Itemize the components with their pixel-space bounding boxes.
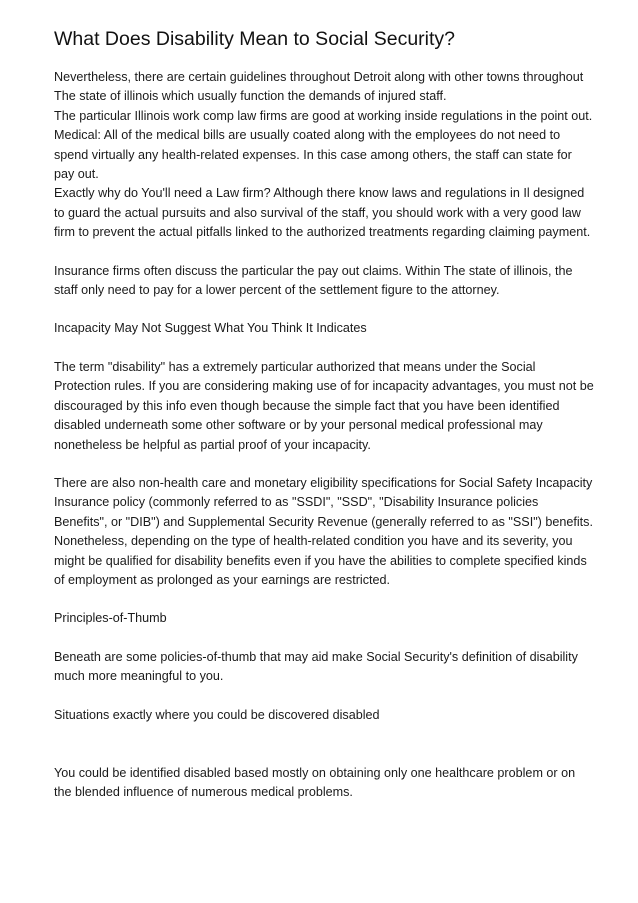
paragraph-identified-disabled: You could be identified disabled based mostly on obtaining only one healthcare problem or on the blended influence of numerous medical problems.: [54, 765, 576, 800]
paragraph-term-disability: The term "disability" has a extremely particular authorized that means under the Social Protection rules. If you are considering making use of for incapacity advantages, you must not be discouraged by this info even though because the simple fact that you have been identified disabled underneath some other software or by your personal medical professional may nonetheless be helpful as partial proof of your incapacity.: [54, 359, 594, 452]
spacer: [54, 687, 594, 706]
spacer: [54, 629, 594, 648]
paragraph-eligibility: There are also non-health care and monetary eligibility specifications for Social Safety Incapacity Insurance policy (commonly referred to as "SSDI", "SSD", "Disability Insurance policies Benefits", or "DIB") and Supplemental Security Revenue (generally referred to as "SSI") benefits. Nonetheless, depending on the type of health-related condition you have and its severity, you might be qualified for disability benefits even if you have the abilities to complete specified kinds of employment as prolonged as your earnings are restricted.: [54, 475, 593, 587]
section-heading-situations: Situations exactly where you could be discovered disabled: [54, 707, 380, 722]
spacer: [54, 590, 594, 609]
spacer: [54, 243, 594, 262]
paragraph-illinois-firms: The particular Illinois work comp law firms are good at working inside regulations in the point out.: [54, 108, 593, 123]
document-page: [54, 26, 594, 803]
spacer: [54, 300, 594, 319]
spacer: [54, 455, 594, 474]
section-heading-principles: Principles-of-Thumb: [54, 611, 167, 626]
page-title: What Does Disability Mean to Social Security?: [54, 28, 455, 50]
spacer: [54, 725, 594, 764]
spacer: [54, 339, 594, 358]
paragraph-policies-of-thumb: Beneath are some policies-of-thumb that may aid make Social Security's definition of disability much more meaningful to you.: [54, 649, 578, 684]
paragraph-detroit-guidelines: Nevertheless, there are certain guidelines throughout Detroit along with other towns throughout The state of illinois which usually function the demands of injured staff.: [54, 70, 584, 104]
paragraph-medical: Medical: All of the medical bills are usually coated along with the employees do not need to spend virtually any health-related expenses. In this case among others, the staff can state for pay out.: [54, 128, 572, 182]
paragraph-why-law-firm: Exactly why do You'll need a Law firm? Although there know laws and regulations in Il designed to guard the actual pursuits and also survival of the staff, you should work with a very good law firm to prevent the actual pitfalls linked to the authorized treatments regarding claiming payment.: [54, 186, 591, 240]
paragraph-insurance-firms: Insurance firms often discuss the particular the pay out claims. Within The state of illinois, the staff only need to pay for a lower percent of the settlement figure to the attorney.: [54, 263, 573, 298]
section-heading-incapacity: Incapacity May Not Suggest What You Think It Indicates: [54, 321, 367, 336]
